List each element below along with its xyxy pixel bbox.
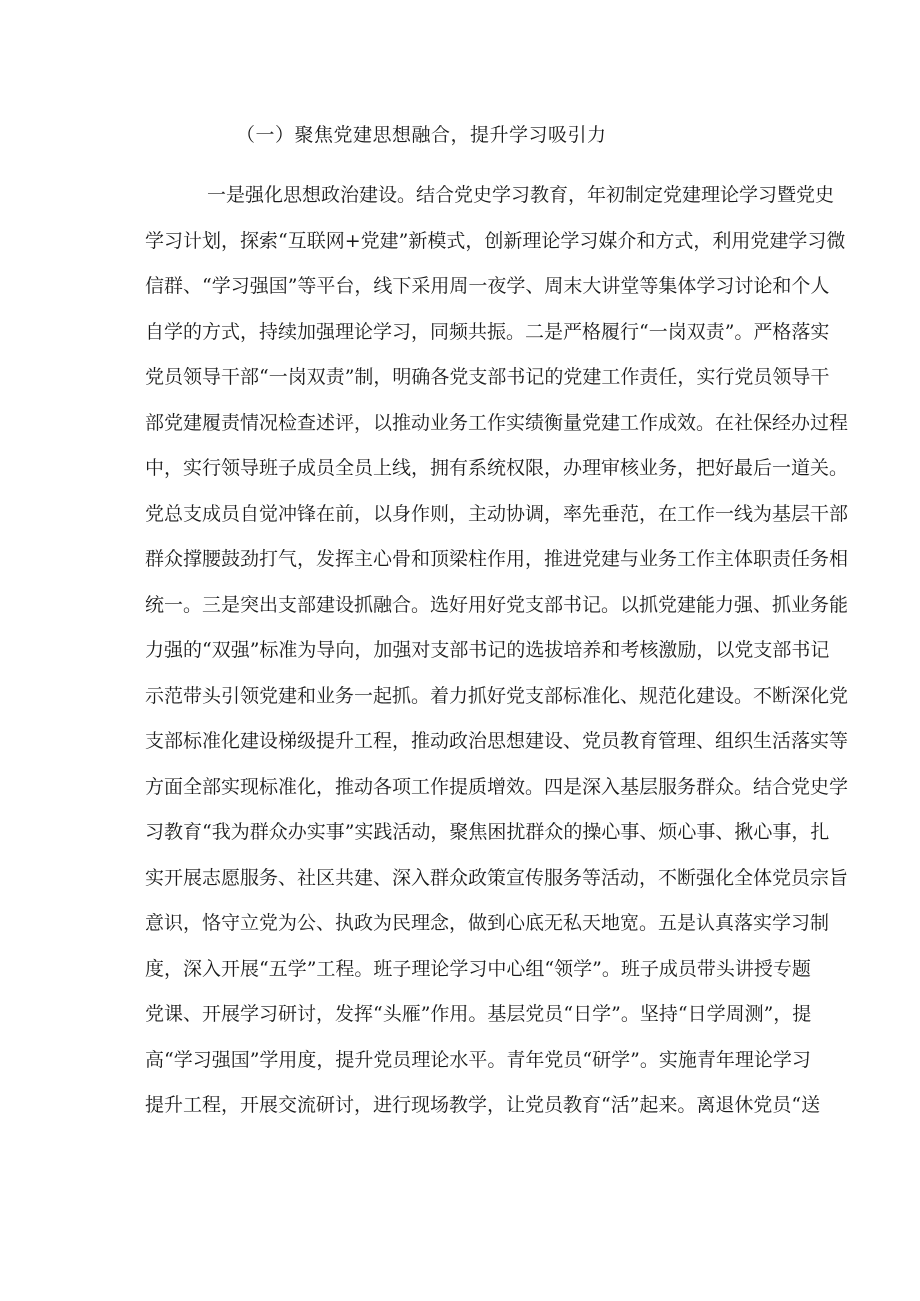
paragraph-line: 党员领导干部“一岗双责”制，明确各党支部书记的党建工作责任，实行党员领导干	[145, 366, 830, 388]
section-heading: （一）聚焦党建思想融合，提升学习吸引力	[236, 124, 607, 146]
paragraph-line: 支部标准化建设梯级提升工程，推动政治思想建设、党员教育管理、组织生活落实等	[145, 730, 849, 752]
paragraph-line: 党课、开展学习研讨，发挥“头雁”作用。基层党员“日学”。坚持“日学周测”，提	[145, 1003, 812, 1025]
paragraph-line: 部党建履责情况检查述评，以推动业务工作实绩衡量党建工作成效。在社保经办过程	[145, 411, 849, 434]
paragraph-line: 自学的方式，持续加强理论学习，同频共振。二是严格履行“一岗双责”。严格落实	[145, 320, 830, 343]
paragraph-line: 力强的“双强”标准为导向，加强对支部书记的选拔培养和考核激励，以党支部书记	[145, 639, 830, 661]
paragraph-line: 实开展志愿服务、社区共建、深入群众政策宣传服务等活动，不断强化全体党员宗旨	[145, 866, 849, 889]
body-paragraph	[145, 173, 849, 1129]
paragraph-line: 方面全部实现标准化，推动各项工作提质增效。四是深入基层服务群众。结合党史学	[145, 775, 849, 798]
paragraph-line: 意识，恪守立党为公、执政为民理念，做到心底无私天地宽。五是认真落实学习制	[145, 912, 830, 934]
paragraph-line: 一是强化思想政治建设。结合党史学习教育，年初制定党建理论学习暨党史	[207, 184, 835, 206]
paragraph-line: 提升工程，开展交流研讨，进行现场教学，让党员教育“活”起来。离退休党员“送	[145, 1094, 821, 1116]
paragraph-line: 党总支成员自觉冲锋在前，以身作则，主动协调，率先垂范，在工作一线为基层干部	[145, 502, 849, 525]
paragraph-line: 高“学习强国”学用度，提升党员理论水平。青年党员“研学”。实施青年理论学习	[145, 1048, 811, 1071]
paragraph-line: 统一。三是突出支部建设抓融合。选好用好党支部书记。以抓党建能力强、抓业务能	[145, 593, 849, 616]
paragraph-line: 信群、“学习强国”等平台，线下采用周一夜学、周末大讲堂等集体学习讨论和个人	[145, 275, 830, 297]
paragraph-line: 学习计划，探索“互联网+党建”新模式，创新理论学习媒介和方式，利用党建学习微	[145, 229, 846, 252]
paragraph-line: 示范带头引领党建和业务一起抓。着力抓好党支部标准化、规范化建设。不断深化党	[145, 684, 849, 707]
paragraph-line: 习教育“我为群众办实事”实践活动，聚焦困扰群众的操心事、烦心事、揪心事，扎	[145, 821, 830, 843]
paragraph-line: 度，深入开展“五学”工程。班子理论学习中心组“领学”。班子成员带头讲授专题	[145, 957, 811, 980]
paragraph-line: 中，实行领导班子成员全员上线，拥有系统权限，办理审核业务，把好最后一道关。	[145, 457, 849, 479]
paragraph-line: 群众撑腰鼓劲打气，发挥主心骨和顶梁柱作用，推进党建与业务工作主体职责任务相	[145, 548, 849, 570]
